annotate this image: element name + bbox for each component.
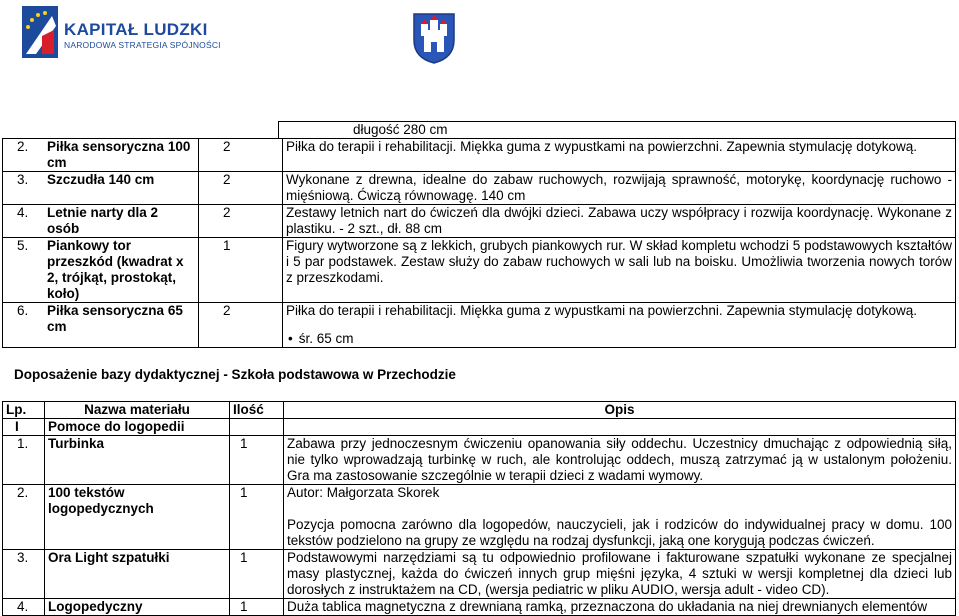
row-qty: 1: [230, 436, 284, 485]
section-title: Doposażenie bazy dydaktycznej - Szkoła podstawowa w Przechodzie: [14, 367, 456, 382]
row-desc: Piłka do terapii i rehabilitacji. Miękka guma z wypustkami na powierzchni. Zapewnia stymulację dotykową.: [286, 303, 918, 318]
row-qty: 2: [199, 303, 283, 348]
row-lp: 3.: [17, 172, 29, 187]
group-label: Pomoce do logopedii: [45, 419, 230, 436]
row-name: Piłka sensoryczna 65 cm: [47, 303, 183, 334]
row-qty: 2: [199, 139, 283, 172]
row-bullet: • śr. 65 cm: [286, 331, 952, 347]
town-crest-icon: [410, 10, 458, 65]
row-desc: Duża tablica magnetyczna z drewnianą ramką, przeznaczona do układania na niej drewnianych elementów: [284, 599, 956, 616]
group-num: I: [3, 419, 45, 436]
row-lp: 6.: [17, 303, 29, 318]
header-desc: Opis: [284, 402, 956, 419]
row-desc: Zestawy letnich nart do ćwiczeń dla dwójki dzieci. Zabawa uczy współpracy i rozwija koordynację. Wykonane z plastiku. - 2 szt., dł. 88 cm: [283, 205, 956, 238]
logo-subtitle: NARODOWA STRATEGIA SPÓJNOŚCI: [64, 40, 221, 50]
logo-title: KAPITAŁ LUDZKI: [64, 20, 208, 39]
materials-table-continued: [2, 121, 956, 348]
row-name: Piłka sensoryczna 100 cm: [47, 139, 191, 170]
row-qty: 1: [230, 599, 284, 616]
row-qty: 2: [199, 172, 283, 205]
row-lp: 4.: [17, 205, 29, 220]
row-lp: 4.: [3, 599, 45, 616]
page-header: [0, 0, 959, 115]
row-desc: Figury wytworzone są z lekkich, grubych piankowych rur. W skład kompletu wchodzi 5 podstawowych kształtów i 5 par podstawek. Zestaw służy do zabaw ruchowych w sali lub na boisku. Umożliwia tworzenia nowych torów z przeszkodami.: [283, 238, 956, 303]
row-name: Ora Light szpatułki: [45, 550, 230, 599]
row-lp: 2.: [17, 139, 29, 154]
row-name: 100 tekstów logopedycznych: [45, 485, 230, 550]
top-cell: długość 280 cm: [279, 122, 956, 139]
row-desc: Piłka do terapii i rehabilitacji. Miękka guma z wypustkami na powierzchni. Zapewnia stymulację dotykową.: [283, 139, 956, 172]
row-qty: 2: [199, 205, 283, 238]
row-lp: 3.: [3, 550, 45, 599]
row-desc-more: Pozycja pomocna zarówno dla logopedów, nauczycieli, jak i rodziców do indywidualnej pracy w domu. 100 tekstów podzielono na grupy ze względu na rodzaj dysfunkcji, jaką one korygują podczas ćwiczeń.: [287, 517, 952, 548]
row-desc: Zabawa przy jednoczesnym ćwiczeniu opanowania siły oddechu. Uczestnicy dmuchając z odpowiednią siłą, nie tylko wprowadzają turbinkę w ruch, ale kontrolując oddech, muszą zatrzymać ją w ustalonym położeniu. Gra ma zastosowanie szczególnie w terapii dzieci z wadami wymowy.: [284, 436, 956, 485]
row-name: Letnie narty dla 2 osób: [47, 205, 159, 236]
row-name: Logopedyczny: [45, 599, 230, 616]
row-lp: 2.: [3, 485, 45, 550]
header-name: Nazwa materiału: [45, 402, 230, 419]
row-qty: 1: [230, 550, 284, 599]
logopedics-table: [2, 401, 956, 616]
row-desc: Podstawowymi narzędziami są tu odpowiednio profilowane i fakturowane szpatułki wykonane ze specjalnej masy plastycznej, każda do ćwiczeń innych grup mięśni języka, 4 sztuki w wersji kompletnej dla dzieci lub dorosłych z instruktażem na CD, (wersja pediatric w pliku AUDIO, wersja adult - video CD).: [284, 550, 956, 599]
row-name: Piankowy tor przeszkód (kwadrat x 2, trójkąt, prostokąt, koło): [47, 238, 184, 301]
row-qty: 1: [199, 238, 283, 303]
header-lp: Lp.: [3, 402, 45, 419]
row-lp: 1.: [3, 436, 45, 485]
row-name: Szczudła 140 cm: [47, 172, 155, 187]
row-desc: Autor: Małgorzata Skorek: [287, 485, 440, 500]
row-qty: 1: [230, 485, 284, 550]
row-name: Turbinka: [45, 436, 230, 485]
row-lp: 5.: [17, 238, 29, 253]
row-desc: Wykonane z drewna, idealne do zabaw ruchowych, rozwijają sprawność, motorykę, koordynację ruchowo - mięśniową. Ćwiczą równowagę. 140 cm: [283, 172, 956, 205]
header-qty: Ilość: [230, 402, 284, 419]
